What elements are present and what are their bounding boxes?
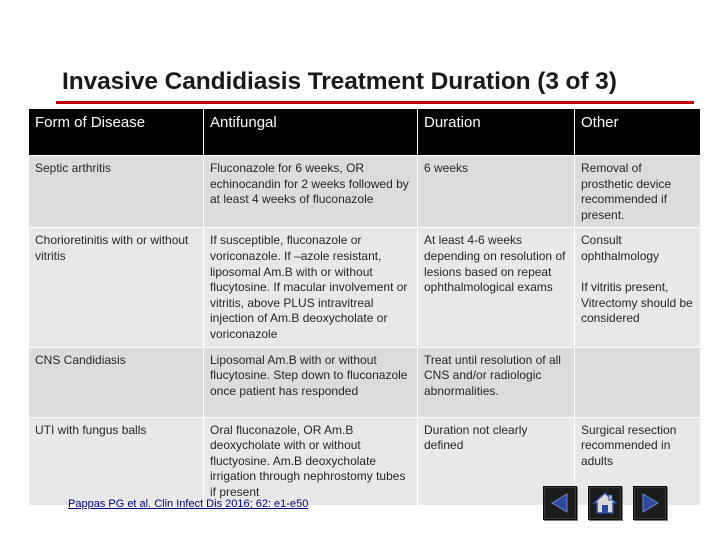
cell-disease: Chorioretinitis with or without vitritis xyxy=(29,228,204,347)
cell-disease: Septic arthritis xyxy=(29,156,204,228)
cell-other-note: Surgical resection recommended in adults xyxy=(581,422,677,468)
cell-antifungal: Fluconazole for 6 weeks, OR echinocandin for 2 weeks followed by at least 4 weeks of fluconazole xyxy=(204,156,418,228)
header-form-of-disease: Form of Disease xyxy=(29,109,204,156)
home-button[interactable] xyxy=(588,486,622,520)
table-row xyxy=(29,156,701,228)
cell-disease: UTI with fungus balls xyxy=(29,417,204,505)
cell-other-note: If vitritis present, Vitrectomy should be considered xyxy=(581,280,693,326)
cell-other-note: Removal of prosthetic device recommended if present. xyxy=(581,161,672,222)
title-underline xyxy=(56,101,694,104)
citation-link[interactable]: Pappas PG et al. Clin Infect Dis 2016; 62: e1-e50 xyxy=(68,498,309,510)
cell-antifungal: Oral fluconazole, OR Am.B deoxycholate with or without fluctyosine. Am.B deoxycholate irrigation through nephrostomy tubes if present xyxy=(204,417,418,505)
home-icon xyxy=(592,490,618,516)
table-row xyxy=(29,228,701,347)
cell-duration: Duration not clearly defined xyxy=(418,417,575,505)
cell-disease: CNS Candidiasis xyxy=(29,347,204,417)
cell-antifungal: Liposomal Am.B with or without flucytosine. Step down to fluconazole once patient has responded xyxy=(204,347,418,417)
cell-other xyxy=(575,228,701,347)
cell-antifungal: If susceptible, fluconazole or voriconazole. If –azole resistant, liposomal Am.B with or without flucytosine. If macular involvement or vitritis, above PLUS intravitreal injection of Am.B deoxycholate or voriconazole xyxy=(204,228,418,347)
cell-duration: Treat until resolution of all CNS and/or radiologic abnormalities. xyxy=(418,347,575,417)
table-header-row xyxy=(29,109,701,156)
cell-other xyxy=(575,156,701,228)
header-duration: Duration xyxy=(418,109,575,156)
arrow-left-icon xyxy=(548,491,572,515)
cell-other xyxy=(575,347,701,417)
cell-duration: 6 weeks xyxy=(418,156,575,228)
cell-duration: At least 4-6 weeks depending on resolution of lesions based on repeat ophthalmological exams xyxy=(418,228,575,347)
treatment-duration-table xyxy=(28,108,701,506)
table-row xyxy=(29,347,701,417)
header-antifungal: Antifungal xyxy=(204,109,418,156)
next-slide-button[interactable] xyxy=(633,486,667,520)
slide-title: Invasive Candidiasis Treatment Duration (3 of 3) xyxy=(62,68,617,95)
header-other: Other xyxy=(575,109,701,156)
previous-slide-button[interactable] xyxy=(543,486,577,520)
cell-other-note: Consult ophthalmology xyxy=(581,233,660,263)
arrow-right-icon xyxy=(638,491,662,515)
